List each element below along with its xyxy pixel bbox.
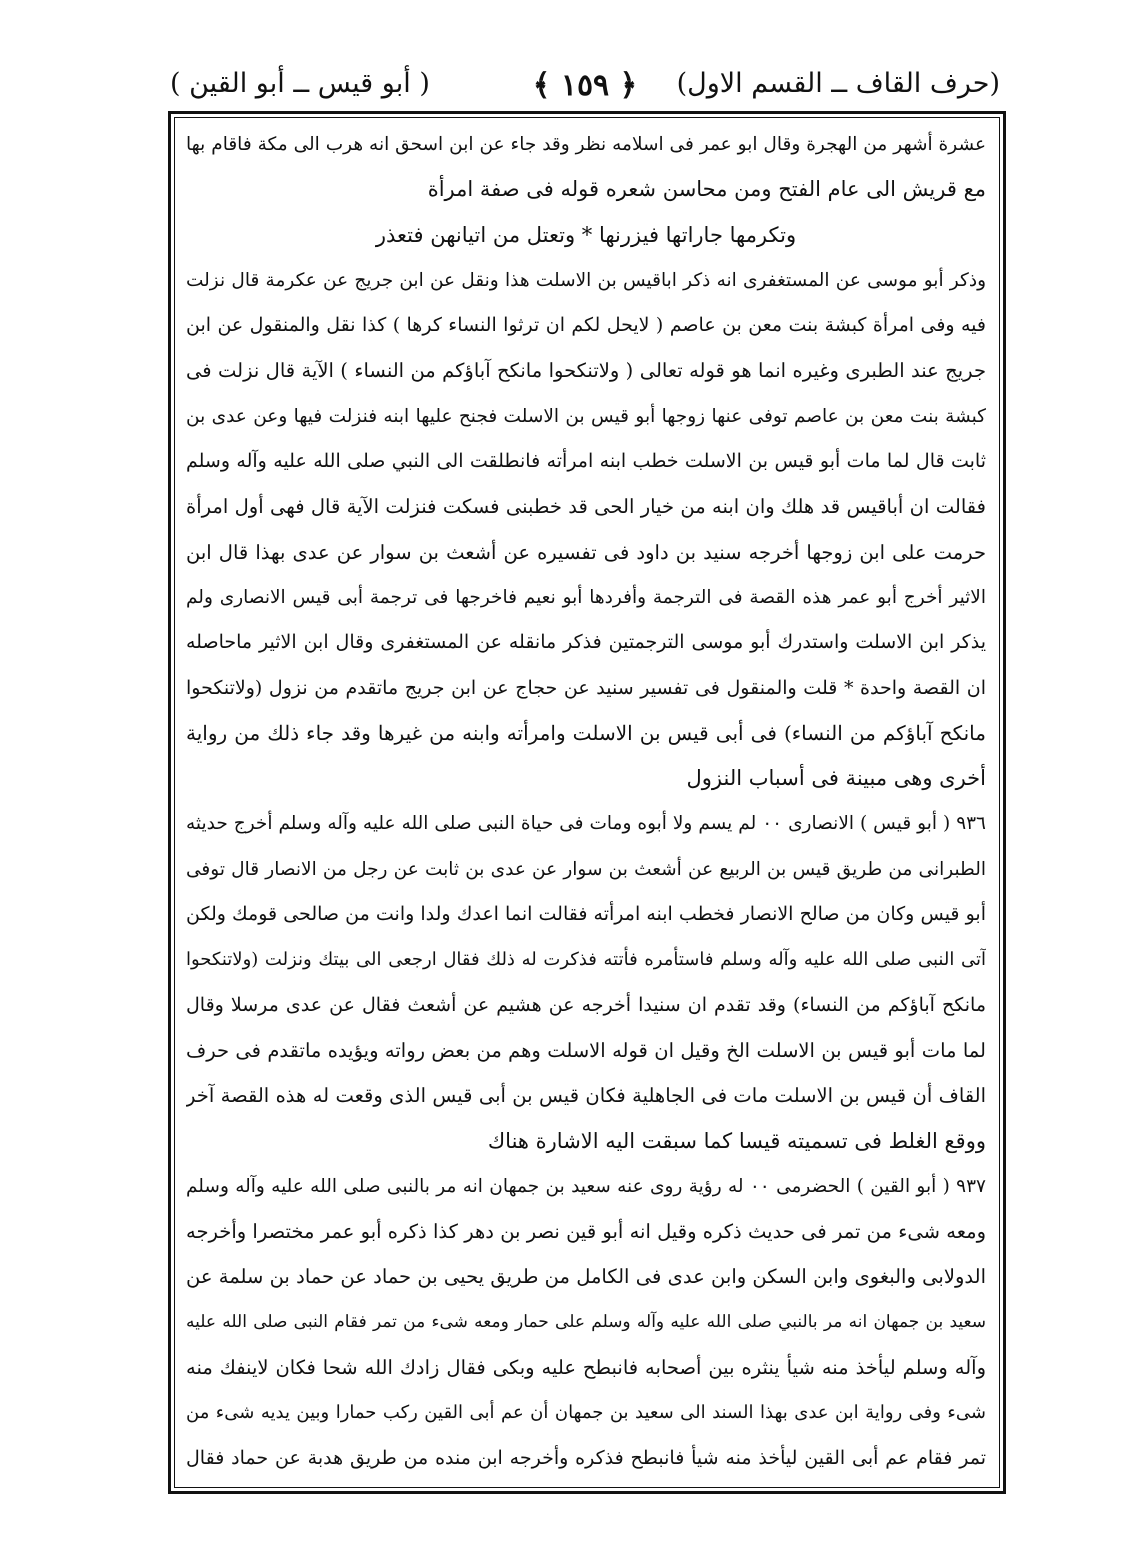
body-line: ووقع الغلط فى تسميته قيسا كما سبقت اليه الاشارة هناك bbox=[487, 1128, 986, 1153]
body-line: آتى النبى صلى الله عليه وآله وسلم فاستأمره فأتته فذكرت له ذلك فقال ارجعى الى بيتك ونزلت (ولاتنكحوا bbox=[186, 949, 986, 971]
body-line: فقالت ان أباقيس قد هلك وان ابنه من خيار الحى قد خطبنى فسكت فنزلت الآية قال فهى أول امرأة bbox=[186, 495, 986, 519]
body-line: ثابت قال لما مات أبو قيس بن الاسلت خطب ابنه امرأته فانطلقت الى النبي صلى الله عليه وآله وسلم bbox=[186, 450, 986, 473]
running-header bbox=[170, 64, 1000, 108]
body-line: شىء وفى رواية ابن عدى بهذا السند الى سعيد بن جمهان أن عم أبى القين ركب حمارا وبين يديه شىء من bbox=[186, 1402, 986, 1424]
body-line: وذكر أبو موسى عن المستغفرى انه ذكر اباقيس بن الاسلت هذا ونقل عن ابن جريج عن عكرمة قال نزلت bbox=[186, 269, 986, 291]
body-line: مانكح آباؤكم من النساء) فى أبى قيس بن الاسلت وامرأته وابنه من غيرها وقد جاء ذلك من رواية bbox=[186, 720, 986, 745]
body-line: ان القصة واحدة * قلت والمنقول فى تفسير سنيد عن حجاج عن ابن جريج ماتقدم من نزول (ولاتنكحوا bbox=[186, 676, 986, 699]
body-line: حرمت على ابن زوجها أخرجه سنيد بن داود فى تفسيره عن أشعث بن سوار عن عدى بهذا قال ابن bbox=[186, 540, 986, 564]
body-line: القاف أن قيس بن الاسلت مات فى الجاهلية فكان قيس بن أبى قيس الذى وقعت له هذه القصة آخر bbox=[186, 1084, 986, 1108]
body-line: لما مات أبو قيس بن الاسلت الخ وقيل ان قوله الاسلت وهم من بعض رواته ويؤيده ماتقدم فى حرف bbox=[186, 1038, 986, 1062]
header-section-title: (حرف القاف ــ القسم الاول) bbox=[676, 68, 1000, 99]
body-line: يذكر ابن الاسلت واستدرك أبو موسى الترجمتين فذكر مانقله عن المستغفرى وقال ابن الاثير ماحاصله bbox=[186, 631, 986, 654]
body-line: الطبرانى من طريق قيس بن الربيع عن أشعث بن سوار عن عدى بن ثابت عن رجل من الانصار قال توفى bbox=[186, 858, 986, 880]
body-line: أخرى وهى مبينة فى أسباب النزول bbox=[686, 766, 986, 791]
body-line: فيه وفى امرأة كبشة بنت معن بن عاصم ( لايحل لكم ان ترثوا النساء كرها ) كذا نقل والمنقول عن ابن bbox=[186, 314, 986, 337]
body-line: الاثير أخرج أبو عمر هذه القصة فى الترجمة وأفردها أبو نعيم فاخرجها فى ترجمة أبى قيس الانصارى ولم bbox=[186, 586, 986, 608]
body-line: سعيد بن جمهان انه مر بالنبي صلى الله عليه وآله وسلم على حمار ومعه شىء من تمر فقام النبى صلى الله عليه bbox=[186, 1311, 986, 1332]
body-line: كبشة بنت معن بن عاصم توفى عنها زوجها أبو قيس بن الاسلت فجنح عليها ابنه فنزلت فيها وعن عدى بن bbox=[186, 405, 986, 427]
body-line: جريج عند الطبرى وغيره انما هو قوله تعالى ( ولاتنكحوا مانكح آباؤكم من النساء ) الآية قال نزلت فى bbox=[186, 359, 986, 383]
body-line: مع قريش الى عام الفتح ومن محاسن شعره قوله فى صفة امرأة bbox=[427, 177, 986, 202]
body-line: ومعه شىء من تمر فى حديث ذكره وقيل انه أبو قين نصر بن دهر كذا ذكره أبو عمر مختصرا وأخرجه bbox=[186, 1220, 986, 1244]
body-line: مانكح آباؤكم من النساء) وقد تقدم ان سنيدا أخرجه عن هشيم عن أشعث فقال عن عدى مرسلا وقال bbox=[186, 993, 986, 1016]
page-number: ﴿ ١٥٩ ﴾ bbox=[532, 68, 638, 103]
page-body bbox=[186, 122, 986, 1481]
entry-heading-937: ٩٣٧ ( أبو القين ) الحضرمى ٠٠ له رؤية روى عنه سعيد بن جمهان انه مر بالنبى صلى الله عليه وآله وسلم bbox=[186, 1175, 986, 1197]
header-entry-range: ( أبو قيس ــ أبو القين ) bbox=[170, 68, 430, 99]
poem-verse: وتكرمها جاراتها فيزرنها * وتعتل من اتيانهن فتعذر bbox=[375, 222, 797, 247]
body-line: وآله وسلم ليأخذ منه شيأ ينثره بين أصحابه فانبطح عليه وبكى فقال زادك الله شحا فكان لاينفك منه bbox=[186, 1356, 986, 1380]
body-line: تمر فقام عم أبى القين ليأخذ منه شيأ فانبطح فذكره وأخرجه ابن منده من طريق هدبة عن حماد فقال bbox=[186, 1446, 986, 1469]
body-line: أبو قيس وكان من صالح الانصار فخطب ابنه امرأته فقالت انما اعدك ولدا وانت من صالحى قومك ولكن bbox=[186, 903, 986, 926]
entry-heading-936: ٩٣٦ ( أبو قيس ) الانصارى ٠٠ لم يسم ولا أبوه ومات فى حياة النبى صلى الله عليه وآله وسلم أخرج حديثه bbox=[186, 813, 986, 835]
body-line: عشرة أشهر من الهجرة وقال ابو عمر فى اسلامه نظر وقد جاء عن ابن اسحق انه هرب الى مكة فاقام بها bbox=[186, 134, 986, 155]
body-line: الدولابى والبغوى وابن السكن وابن عدى فى الكامل من طريق يحيى بن حماد عن حماد بن سلمة عن bbox=[186, 1265, 986, 1289]
